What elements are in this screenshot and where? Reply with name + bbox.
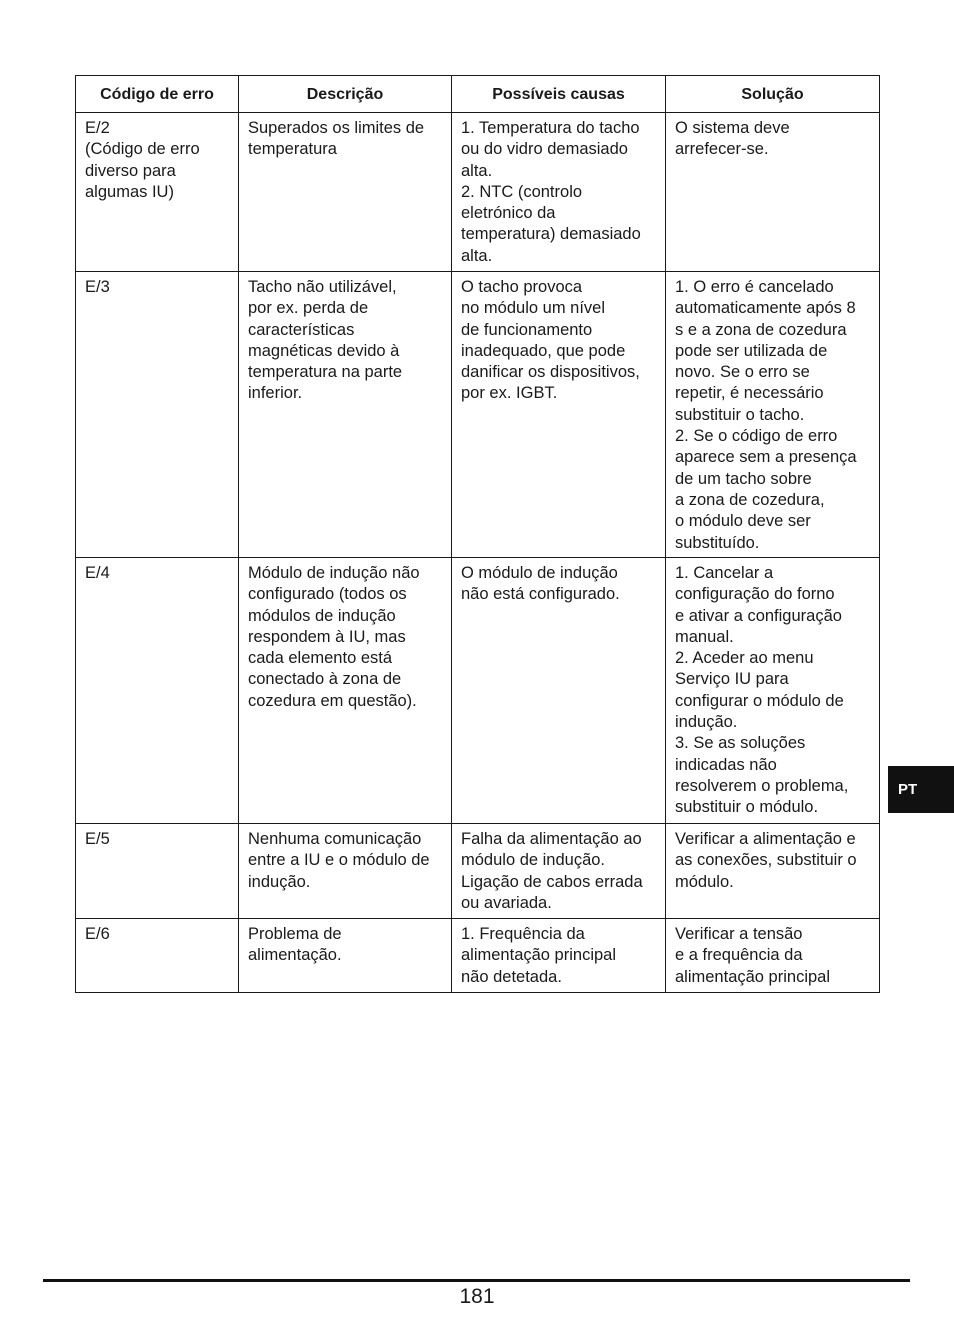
cell-text-line: 3. Se as soluções [675, 734, 806, 753]
cell-text-line: 2. Aceder ao menu [675, 649, 814, 668]
cell-text-line: resolverem o problema, [675, 776, 849, 795]
cell-text-line: Superados os limites de [248, 119, 425, 137]
table-header-row [76, 76, 880, 113]
cell-text-line: 1. Frequência da [461, 925, 585, 943]
page-number: 181 [459, 1285, 495, 1308]
cell-text-line: Verificar a alimentação e [675, 830, 856, 848]
table-row [76, 824, 880, 919]
cell-text-line: não detetada. [461, 967, 562, 986]
cell-possible-causes [452, 272, 666, 558]
cell-description [239, 919, 452, 993]
cell-solution [666, 558, 880, 824]
cell-text-line: alimentação principal [675, 967, 831, 986]
cell-text-line: módulo de indução. [461, 851, 606, 870]
cell-text-line: O sistema deve [675, 119, 790, 137]
cell-description [239, 113, 452, 272]
cell-text-line: indução. [248, 872, 311, 891]
cell-text-line: Serviço IU para [675, 670, 789, 689]
table-row [76, 113, 880, 272]
cell-text-line: O módulo de indução [461, 564, 618, 582]
cell-text-line: de um tacho sobre [675, 469, 812, 488]
cell-description [239, 272, 452, 558]
cell-text-line: módulos de indução [248, 606, 396, 625]
cell-solution [666, 919, 880, 993]
cell-text-line: módulo. [675, 872, 734, 891]
cell-text-line: entre a IU e o módulo de [248, 851, 430, 870]
language-tab: PT [888, 766, 954, 813]
cell-text-line: por ex. IGBT. [461, 384, 558, 403]
cell-text-line: E/4 [85, 564, 110, 582]
cell-error-code [76, 272, 239, 558]
cell-text-line: diverso para [85, 161, 176, 180]
cell-text-line: O tacho provoca [461, 278, 583, 296]
cell-text-line: 1. O erro é cancelado [675, 278, 834, 296]
header-description: Descrição [239, 76, 452, 113]
cell-text-line: danificar os dispositivos, [461, 363, 640, 382]
cell-text-line: Tacho não utilizável, [248, 278, 397, 296]
cell-text-line: Nenhuma comunicação [248, 830, 422, 848]
cell-text-line: s e a zona de cozedura [675, 320, 847, 339]
cell-text-line: respondem à IU, mas [248, 627, 406, 646]
cell-text-line: manual. [675, 627, 734, 646]
cell-text-line: aparece sem a presença [675, 448, 857, 467]
cell-text-line: configuração do forno [675, 585, 835, 604]
cell-text-line: eletrónico da [461, 204, 556, 223]
cell-text-line: inferior. [248, 384, 303, 403]
header-possible-causes: Possíveis causas [452, 76, 666, 113]
cell-text-line: de funcionamento [461, 320, 593, 339]
cell-possible-causes [452, 919, 666, 993]
cell-text-line: 1. Cancelar a [675, 564, 774, 582]
cell-text-line: características [248, 320, 355, 339]
cell-text-line: configurar o módulo de [675, 691, 844, 710]
cell-error-code [76, 824, 239, 919]
cell-text-line: temperatura na parte [248, 363, 403, 382]
cell-text-line: Problema de [248, 925, 342, 943]
cell-text-line: 2. Se o código de erro [675, 427, 838, 446]
cell-text-line: a zona de cozedura, [675, 490, 825, 509]
cell-text-line: repetir, é necessário [675, 384, 824, 403]
cell-text-line: no módulo um nível [461, 299, 605, 318]
cell-text-line: (Código de erro [85, 140, 200, 159]
cell-text-line: temperatura) demasiado [461, 225, 641, 244]
cell-text-line: E/6 [85, 925, 110, 943]
cell-text-line: não está configurado. [461, 585, 620, 604]
cell-text-line: configurado (todos os [248, 585, 407, 604]
cell-text-line: por ex. perda de [248, 299, 369, 318]
cell-text-line: pode ser utilizada de [675, 341, 828, 360]
cell-possible-causes [452, 113, 666, 272]
table-row [76, 919, 880, 993]
cell-text-line: magnéticas devido à [248, 341, 400, 360]
cell-possible-causes [452, 824, 666, 919]
cell-text-line: o módulo deve ser [675, 512, 811, 531]
cell-text-line: alta. [461, 161, 493, 180]
cell-text-line: substituir o tacho. [675, 405, 805, 424]
cell-text-line: indicadas não [675, 755, 777, 774]
cell-text-line: Módulo de indução não [248, 564, 420, 582]
cell-text-line: E/3 [85, 278, 110, 296]
footer-rule [43, 1279, 910, 1282]
cell-text-line: E/2 [85, 119, 110, 137]
cell-text-line: alimentação. [248, 946, 342, 965]
cell-text-line: automaticamente após 8 [675, 299, 856, 318]
table-row [76, 272, 880, 558]
cell-text-line: Ligação de cabos errada [461, 872, 643, 891]
cell-error-code [76, 919, 239, 993]
cell-description [239, 558, 452, 824]
cell-solution [666, 113, 880, 272]
cell-text-line: cada elemento está [248, 649, 393, 668]
cell-text-line: E/5 [85, 830, 110, 848]
cell-text-line: substituído. [675, 533, 760, 552]
cell-text-line: inadequado, que pode [461, 341, 626, 360]
cell-text-line: Verificar a tensão [675, 925, 803, 943]
cell-text-line: conectado à zona de [248, 670, 402, 689]
cell-text-line: cozedura em questão). [248, 691, 417, 710]
cell-text-line: e a frequência da [675, 946, 803, 965]
cell-text-line: 1. Temperatura do tacho [461, 119, 640, 137]
cell-description [239, 824, 452, 919]
cell-text-line: novo. Se o erro se [675, 363, 810, 382]
cell-error-code [76, 558, 239, 824]
cell-text-line: Falha da alimentação ao [461, 830, 642, 848]
cell-text-line: alta. [461, 246, 493, 265]
table-row [76, 558, 880, 824]
cell-solution [666, 824, 880, 919]
cell-text-line: algumas IU) [85, 182, 174, 201]
header-error-code: Código de erro [76, 76, 239, 113]
cell-text-line: indução. [675, 713, 738, 732]
cell-error-code [76, 113, 239, 272]
cell-possible-causes [452, 558, 666, 824]
cell-text-line: ou avariada. [461, 893, 552, 912]
cell-text-line: ou do vidro demasiado [461, 140, 628, 159]
cell-solution [666, 272, 880, 558]
cell-text-line: arrefecer-se. [675, 140, 769, 159]
error-code-table [75, 75, 880, 993]
cell-text-line: temperatura [248, 140, 337, 159]
header-solution: Solução [666, 76, 880, 113]
cell-text-line: as conexões, substituir o [675, 851, 857, 870]
cell-text-line: e ativar a configuração [675, 606, 842, 625]
cell-text-line: substituir o módulo. [675, 798, 819, 817]
cell-text-line: alimentação principal [461, 946, 617, 965]
cell-text-line: 2. NTC (controlo [461, 182, 583, 201]
